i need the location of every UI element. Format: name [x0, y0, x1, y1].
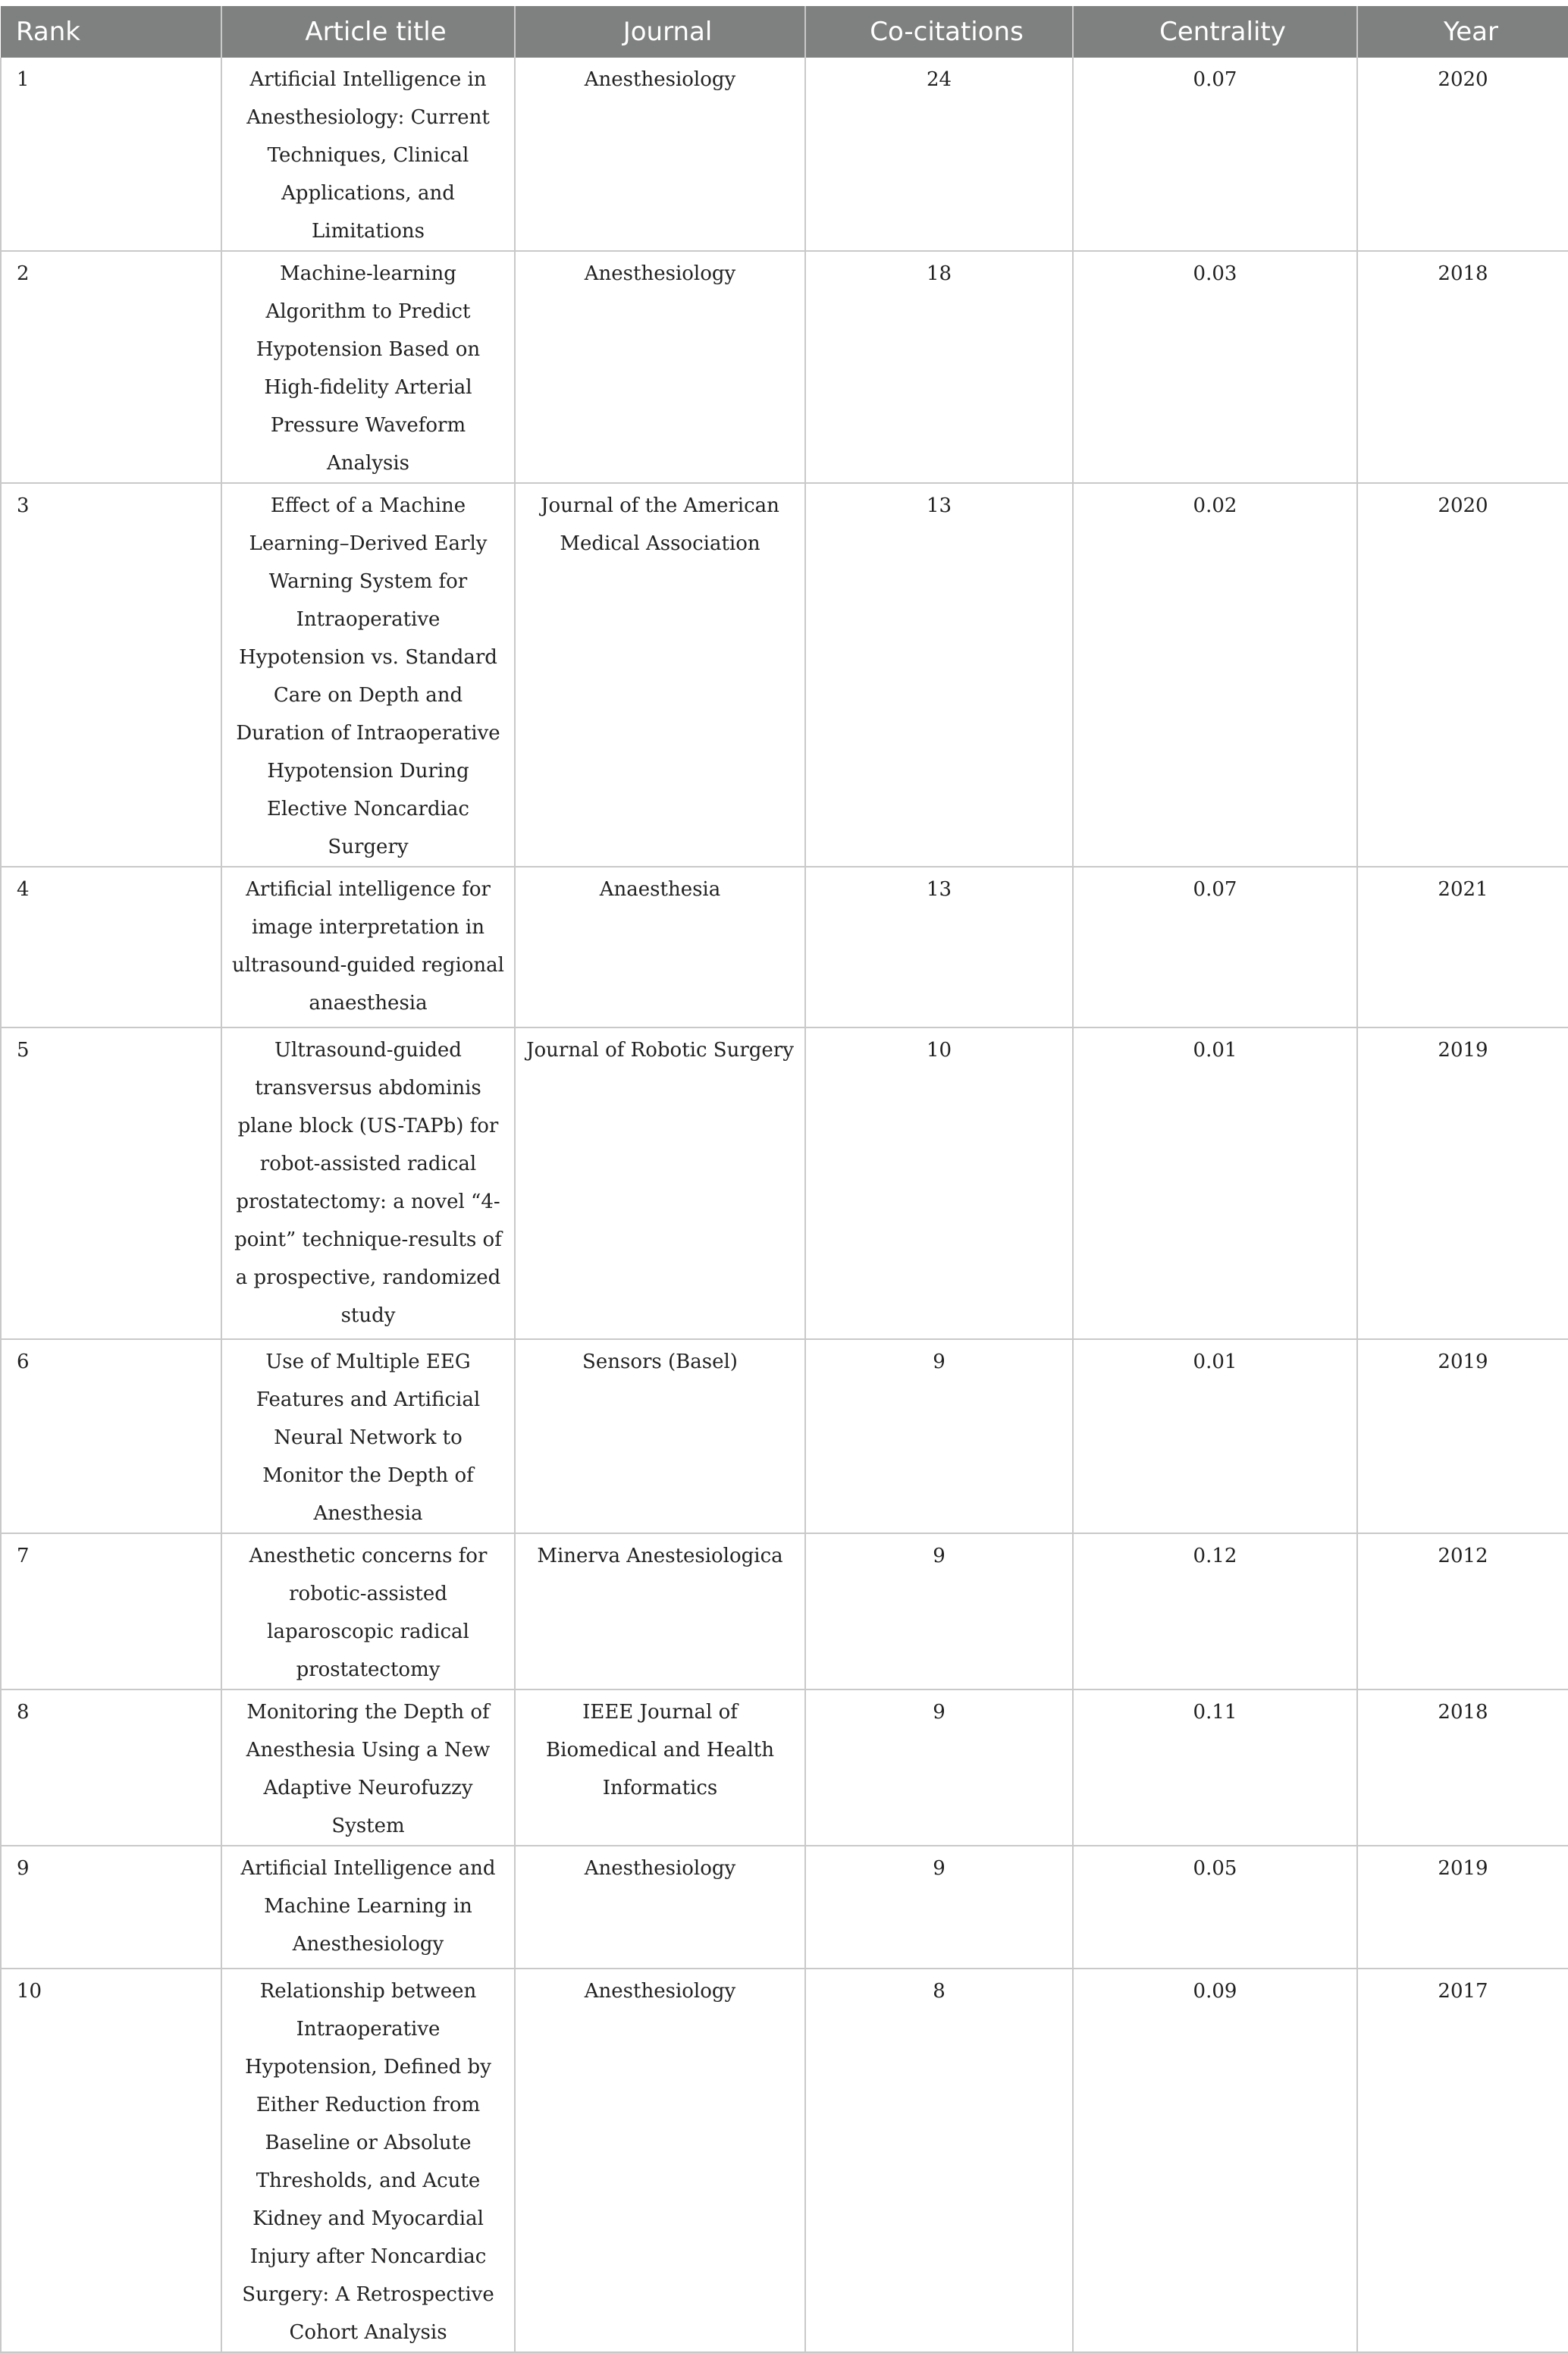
cell-journal: Minerva Anestesiologica — [515, 1533, 805, 1689]
cell-article-title: Machine-learning Algorithm to Predict Hypotension Based on High-fidelity Arterial Pressure Waveform Analysis — [221, 251, 515, 483]
cell-rank: 9 — [1, 1846, 221, 1969]
table-row — [1, 1339, 1568, 1533]
cell-rank: 4 — [1, 867, 221, 1027]
cell-year: 2017 — [1357, 1969, 1568, 2352]
cell-article-title: Monitoring the Depth of Anesthesia Using a New Adaptive Neurofuzzy System — [221, 1689, 515, 1846]
header-journal: Journal — [515, 6, 805, 58]
cell-rank: 6 — [1, 1339, 221, 1533]
cell-centrality: 0.02 — [1073, 483, 1357, 867]
cell-rank: 3 — [1, 483, 221, 867]
cell-journal: Journal of the American Medical Association — [515, 483, 805, 867]
header-article-title: Article title — [221, 6, 515, 58]
cell-centrality: 0.03 — [1073, 251, 1357, 483]
cell-rank: 1 — [1, 58, 221, 251]
cell-centrality: 0.07 — [1073, 58, 1357, 251]
cell-year: 2019 — [1357, 1339, 1568, 1533]
table-row — [1, 1689, 1568, 1846]
cell-journal: Anesthesiology — [515, 251, 805, 483]
cell-journal: IEEE Journal of Biomedical and Health Informatics — [515, 1689, 805, 1846]
cell-co-citations: 10 — [805, 1027, 1073, 1339]
cell-co-citations: 9 — [805, 1846, 1073, 1969]
cell-journal: Journal of Robotic Surgery — [515, 1027, 805, 1339]
cell-year: 2018 — [1357, 251, 1568, 483]
cell-year: 2019 — [1357, 1027, 1568, 1339]
cell-year: 2021 — [1357, 867, 1568, 1027]
cell-co-citations: 9 — [805, 1689, 1073, 1846]
cell-rank: 5 — [1, 1027, 221, 1339]
header-rank: Rank — [1, 6, 221, 58]
cell-centrality: 0.07 — [1073, 867, 1357, 1027]
header-year: Year — [1357, 6, 1568, 58]
cell-article-title: Artificial Intelligence and Machine Learning in Anesthesiology — [221, 1846, 515, 1969]
cell-centrality: 0.01 — [1073, 1027, 1357, 1339]
cell-co-citations: 13 — [805, 867, 1073, 1027]
cell-article-title: Effect of a Machine Learning–Derived Early Warning System for Intraoperative Hypotension vs. Standard Care on Depth and Duration of Intraoperative Hypotension During Elective Noncardiac Surgery — [221, 483, 515, 867]
cell-year: 2020 — [1357, 58, 1568, 251]
cell-year: 2020 — [1357, 483, 1568, 867]
table-row — [1, 867, 1568, 1027]
cell-year: 2018 — [1357, 1689, 1568, 1846]
cell-centrality: 0.05 — [1073, 1846, 1357, 1969]
cell-article-title: Artificial Intelligence in Anesthesiology: Current Techniques, Clinical Applications, and Limitations — [221, 58, 515, 251]
cell-co-citations: 18 — [805, 251, 1073, 483]
cell-co-citations: 9 — [805, 1533, 1073, 1689]
table-header-row — [1, 6, 1568, 58]
cell-co-citations: 13 — [805, 483, 1073, 867]
cell-journal: Anesthesiology — [515, 1846, 805, 1969]
header-co-citations: Co-citations — [805, 6, 1073, 58]
table-row — [1, 1969, 1568, 2352]
cell-co-citations: 8 — [805, 1969, 1073, 2352]
cell-year: 2019 — [1357, 1846, 1568, 1969]
table-row — [1, 251, 1568, 483]
cell-centrality: 0.12 — [1073, 1533, 1357, 1689]
cell-co-citations: 9 — [805, 1339, 1073, 1533]
cell-journal: Anesthesiology — [515, 1969, 805, 2352]
cell-rank: 10 — [1, 1969, 221, 2352]
cell-article-title: Relationship between Intraoperative Hypotension, Defined by Either Reduction from Baseline or Absolute Thresholds, and Acute Kidney and Myocardial Injury after Noncardiac Surgery: A Retrospective Cohort Analysis — [221, 1969, 515, 2352]
cell-article-title: Artificial intelligence for image interpretation in ultrasound-guided regional anaesthesia — [221, 867, 515, 1027]
cell-co-citations: 24 — [805, 58, 1073, 251]
co-citation-table — [0, 6, 1568, 2353]
cell-year: 2012 — [1357, 1533, 1568, 1689]
table-row — [1, 483, 1568, 867]
cell-article-title: Ultrasound-guided transversus abdominis plane block (US-TAPb) for robot-assisted radical prostatectomy: a novel “4-point” technique-results of a prospective, randomized study — [221, 1027, 515, 1339]
table-row — [1, 1846, 1568, 1969]
cell-rank: 2 — [1, 251, 221, 483]
header-centrality: Centrality — [1073, 6, 1357, 58]
cell-rank: 7 — [1, 1533, 221, 1689]
cell-centrality: 0.11 — [1073, 1689, 1357, 1846]
cell-centrality: 0.01 — [1073, 1339, 1357, 1533]
cell-journal: Anaesthesia — [515, 867, 805, 1027]
cell-journal: Anesthesiology — [515, 58, 805, 251]
table-row — [1, 1533, 1568, 1689]
table-row — [1, 1027, 1568, 1339]
cell-rank: 8 — [1, 1689, 221, 1846]
cell-centrality: 0.09 — [1073, 1969, 1357, 2352]
cell-article-title: Use of Multiple EEG Features and Artificial Neural Network to Monitor the Depth of Anesthesia — [221, 1339, 515, 1533]
table-row — [1, 58, 1568, 251]
cell-article-title: Anesthetic concerns for robotic-assisted laparoscopic radical prostatectomy — [221, 1533, 515, 1689]
cell-journal: Sensors (Basel) — [515, 1339, 805, 1533]
